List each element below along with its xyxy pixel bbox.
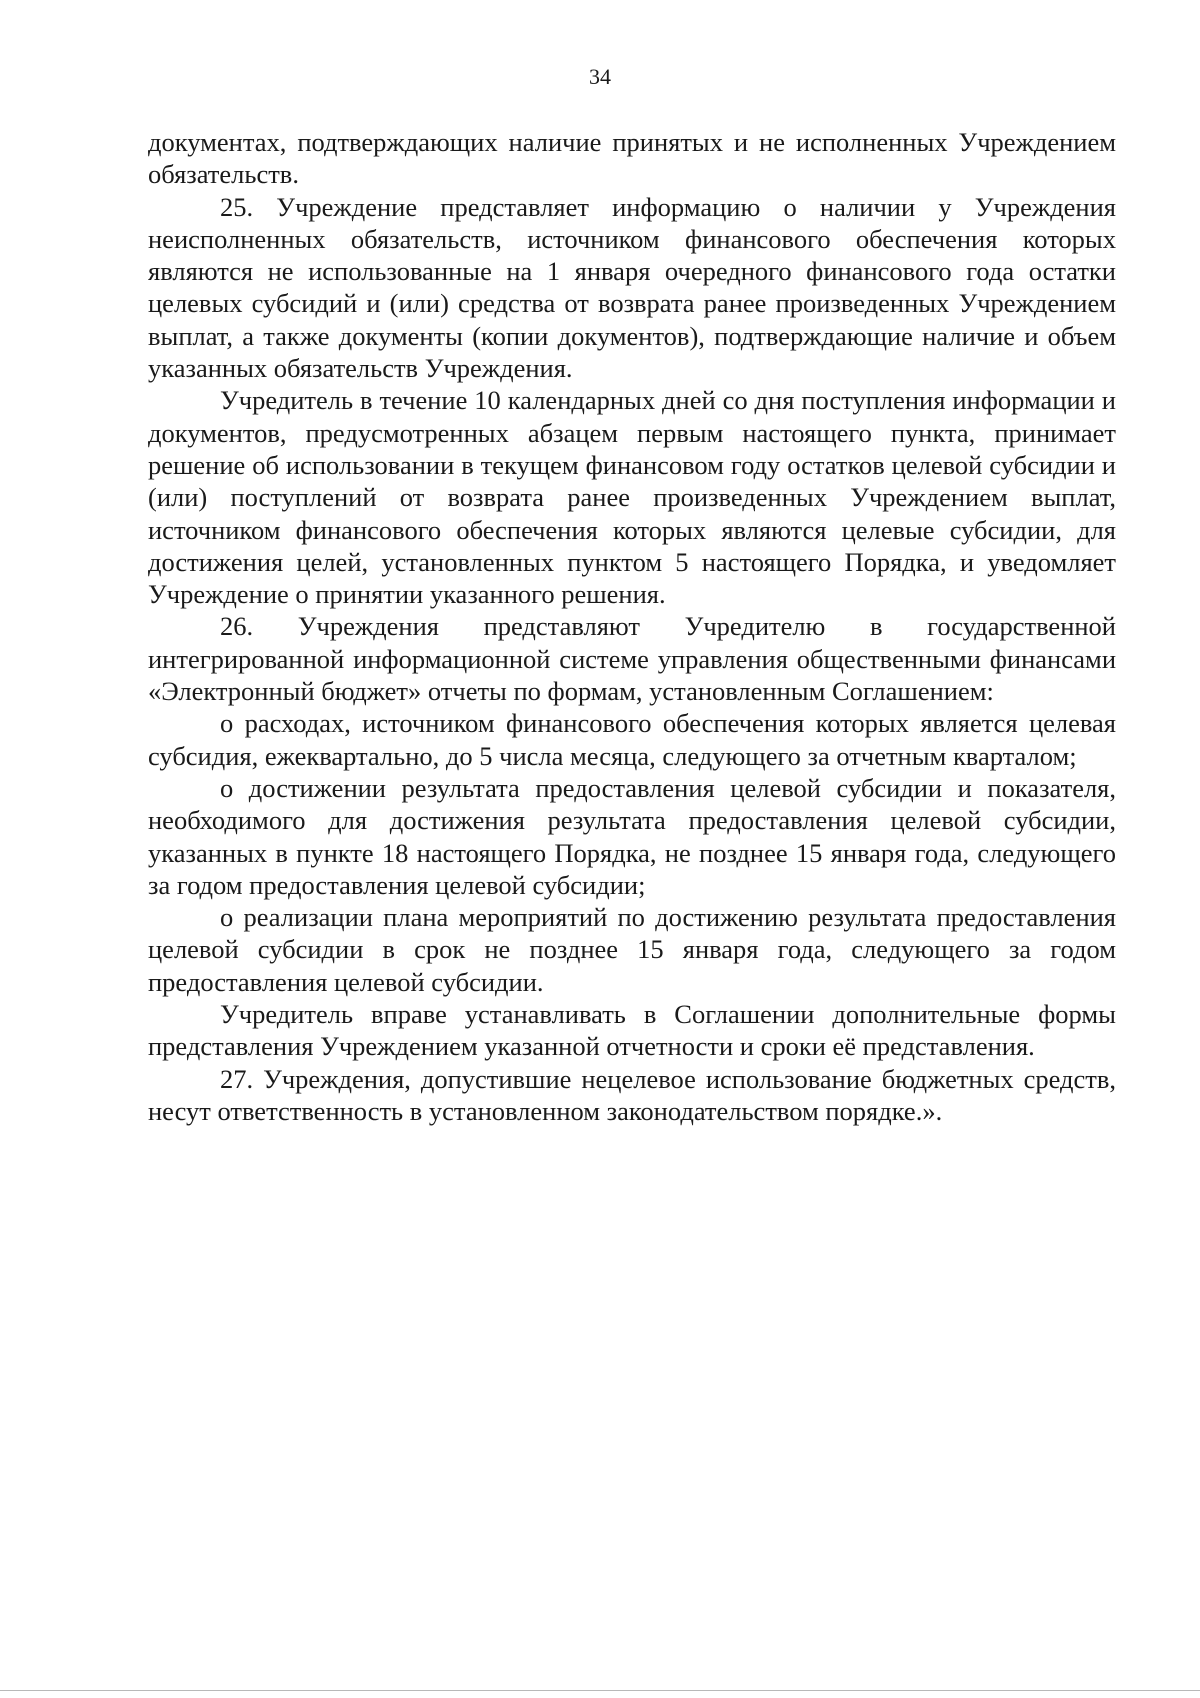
paragraph-item-25: 25. Учреждение представляет информацию о наличии у Учреждения неисполненных обязательств, источником финансового обеспечения которых являются не использованные на 1 января очередного финансового года остатки целевых субсидий и (или) средства от возврата ранее произведенных Учреждением выплат, а также документы (копии документов), подтверждающие наличие и объем указанных обязательств Учреждения. bbox=[148, 191, 1116, 384]
page-number: 34 bbox=[589, 64, 611, 89]
paragraph-additional-forms: Учредитель вправе устанавливать в Соглашении дополнительные формы представления Учреждением указанной отчетности и сроки её представления. bbox=[148, 999, 1116, 1062]
paragraph-item-26: 26. Учреждения представляют Учредителю в государственной интегрированной информационной системе управления общественными финансами «Электронный бюджет» отчеты по формам, установленным Соглашением: bbox=[148, 611, 1116, 707]
paragraph-report-plan: о реализации плана мероприятий по достижению результата предоставления целевой субсидии в срок не позднее 15 января года, следующего за годом предоставления целевой субсидии. bbox=[148, 902, 1116, 997]
paragraph-continuation: документах, подтверждающих наличие принятых и не исполненных Учреждением обязательств. bbox=[148, 127, 1116, 190]
scan-bottom-edge bbox=[0, 1690, 1200, 1691]
paragraph-report-expenses: о расходах, источником финансового обеспечения которых является целевая субсидия, ежеквартально, до 5 числа месяца, следующего за отчетным кварталом; bbox=[148, 708, 1116, 771]
paragraph-report-results: о достижении результата предоставления целевой субсидии и показателя, необходимого для достижения результата предоставления целевой субсидии, указанных в пункте 18 настоящего Порядка, не позднее 15 января года, следующего за годом предоставления целевой субсидии; bbox=[148, 772, 1116, 900]
paragraph-founder-decision: Учредитель в течение 10 календарных дней со дня поступления информации и документов, предусмотренных абзацем первым настоящего пункта, принимает решение об использовании в текущем финансовом году остатков целевой субсидии и (или) поступлений от возврата ранее произведенных Учреждением выплат, источником финансового обеспечения которых являются целевые субсидии, для достижения целей, установленных пунктом 5 настоящего Порядка, и уведомляет Учреждение о принятии указанного решения. bbox=[148, 385, 1116, 610]
paragraph-item-27: 27. Учреждения, допустившие нецелевое использование бюджетных средств, несут ответственность в установленном законодательством порядке.». bbox=[148, 1063, 1116, 1126]
document-body bbox=[148, 126, 1116, 1127]
